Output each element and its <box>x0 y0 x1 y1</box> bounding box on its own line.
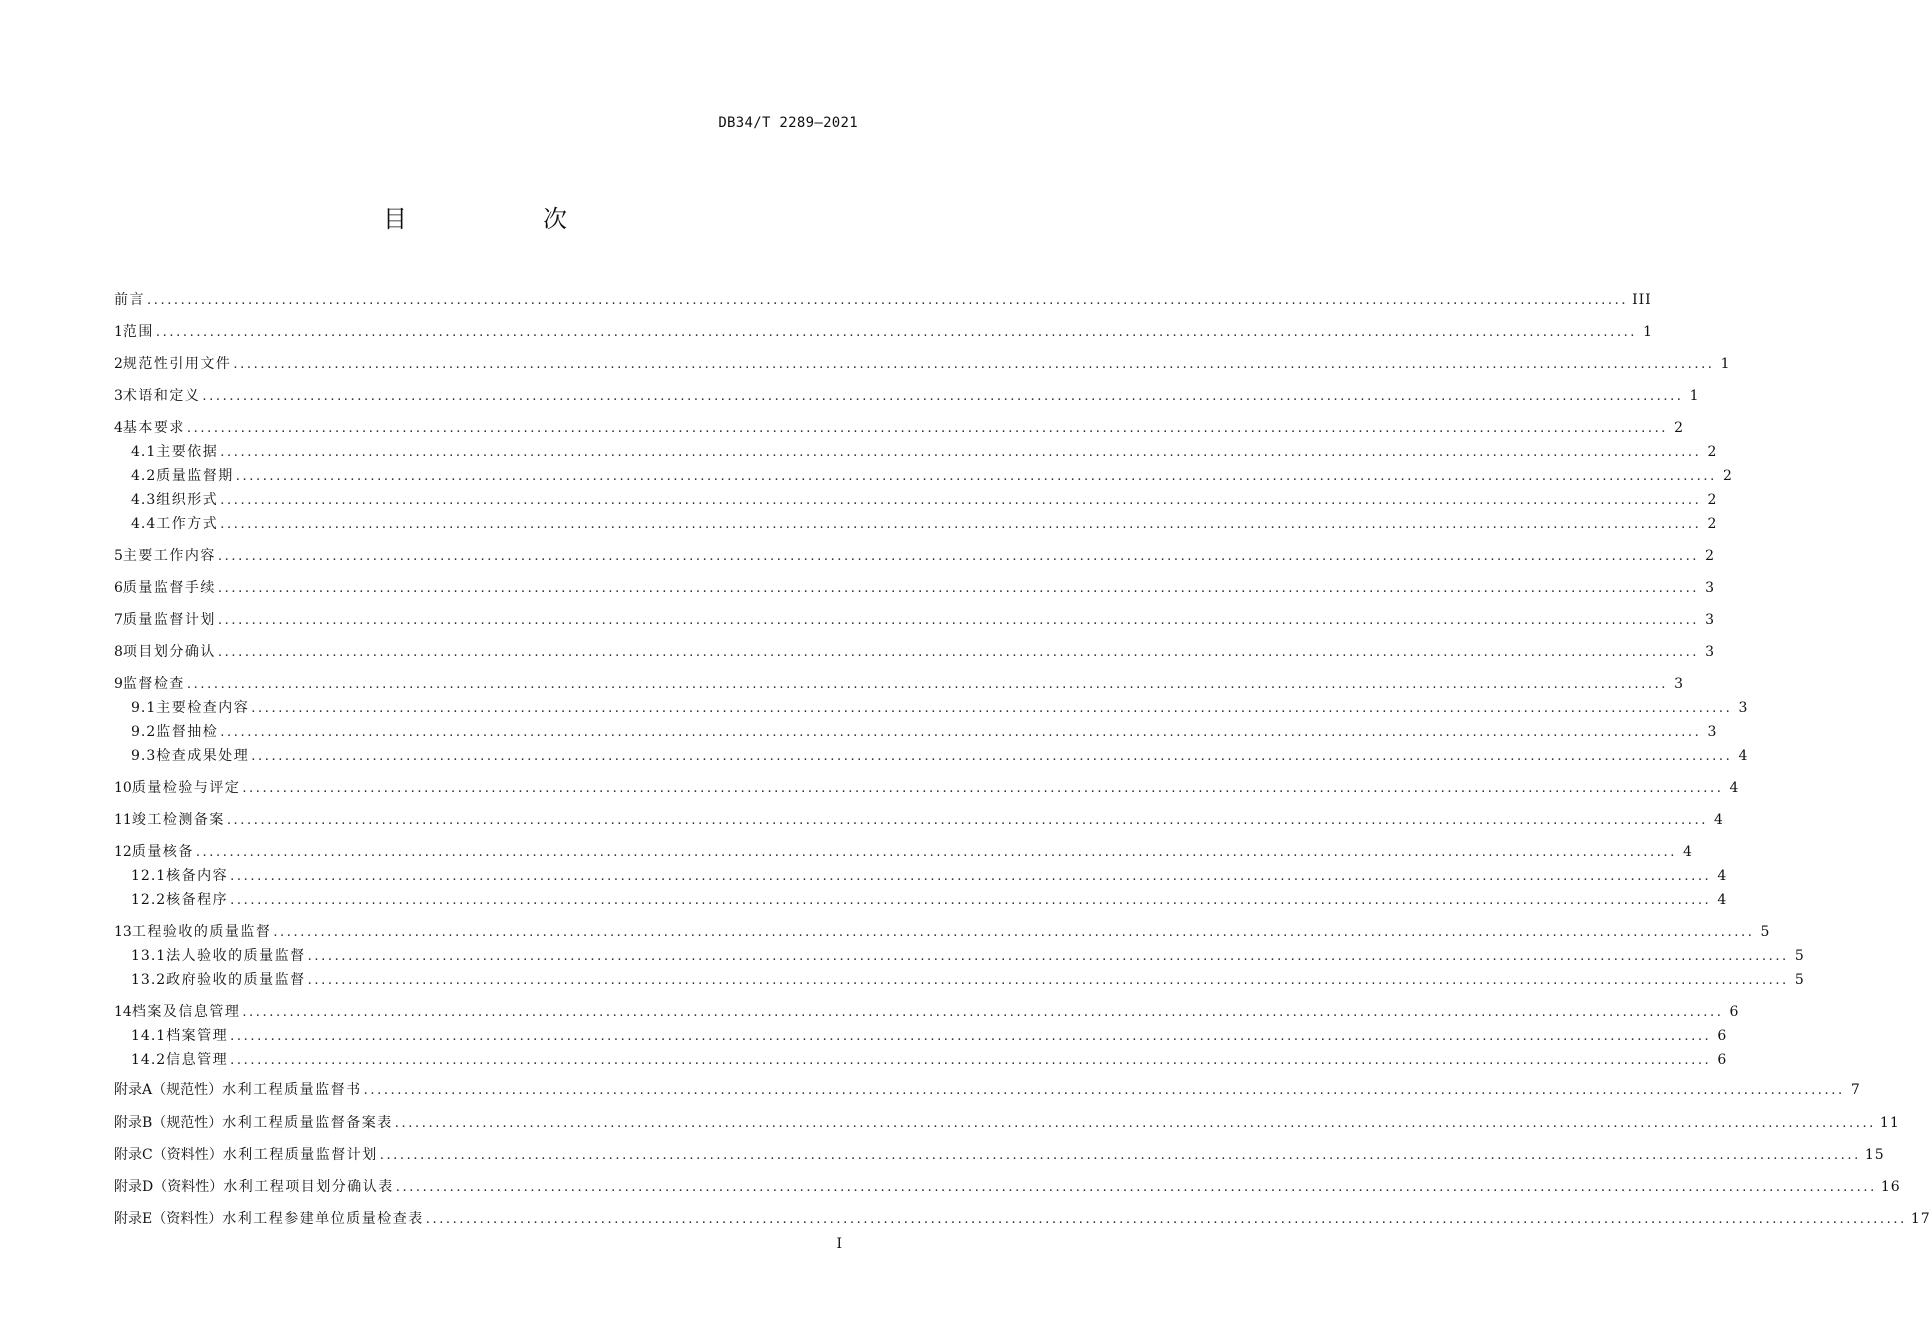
toc-entry-number: 9.3 <box>131 748 157 764</box>
toc-entry[interactable] <box>114 810 1724 830</box>
toc-dot-leader: ............................................................................................................................................................................................................................ <box>186 421 1669 436</box>
toc-dot-leader: ............................................................................................................................................................................................................................ <box>242 1005 1724 1020</box>
toc-entry-number: 12.2 <box>131 892 167 908</box>
toc-dot-leader: ............................................................................................................................................................................................................................ <box>230 893 1712 908</box>
toc-entry-title: 基本要求 <box>122 420 185 436</box>
toc-entry[interactable] <box>131 746 1749 766</box>
toc-entry-title: 信息管理 <box>166 1052 229 1068</box>
toc-entry-number: 9.2 <box>131 724 157 740</box>
toc-entry[interactable] <box>114 546 1716 566</box>
toc-entry[interactable] <box>114 922 1771 942</box>
toc-dot-leader: ............................................................................................................................................................................................................................ <box>230 1029 1712 1044</box>
toc-entry[interactable] <box>131 490 1718 510</box>
toc-dot-leader: ............................................................................................................................................................................................................................ <box>233 357 1715 372</box>
page-number: I <box>836 1236 842 1252</box>
toc-dot-leader: ............................................................................................................................................................................................................................ <box>195 845 1677 860</box>
toc-entry[interactable] <box>114 610 1716 630</box>
toc-entry-title: 水利工程项目划分确认表 <box>223 1179 394 1195</box>
toc-dot-leader: ............................................................................................................................................................................................................................ <box>217 549 1700 564</box>
toc-entry-number: 4.3 <box>131 492 157 508</box>
toc-entry-title: 规范性引用文件 <box>122 356 232 372</box>
toc-dot-leader: ............................................................................................................................................................................................................................ <box>307 949 1789 964</box>
toc-entry[interactable] <box>131 970 1805 990</box>
toc-entry[interactable] <box>131 442 1718 462</box>
toc-dot-leader: ............................................................................................................................................................................................................................ <box>217 645 1700 660</box>
toc-entry-title: 质量监督手续 <box>122 580 216 596</box>
toc-entry-title: 水利工程质量监督书 <box>222 1082 362 1098</box>
toc-entry-title: 竣工检测备案 <box>131 812 225 828</box>
toc-dot-leader: ............................................................................................................................................................................................................................ <box>155 325 1638 340</box>
toc-entry-number: 9 <box>114 676 123 692</box>
toc-entry-title: 主要依据 <box>156 444 219 460</box>
toc-entry-number: 9.1 <box>131 700 157 716</box>
toc-dot-leader: ............................................................................................................................................................................................................................ <box>220 493 1702 508</box>
toc-entry-title: 工作方式 <box>156 516 219 532</box>
toc-entry-page: 4 <box>1717 868 1728 884</box>
toc-entry-number: 14 <box>114 1004 132 1020</box>
toc-entry[interactable] <box>114 578 1716 598</box>
toc-entry-number: 14.1 <box>131 1028 167 1044</box>
toc-entry-title: 主要检查内容 <box>156 700 250 716</box>
toc-entry[interactable] <box>114 322 1654 342</box>
toc-entry-number: 4 <box>114 420 123 436</box>
toc-dot-leader: ............................................................................................................................................................................................................................ <box>202 389 1684 404</box>
toc-entry-number: 5 <box>114 548 123 564</box>
toc-entry-page: 17 <box>1910 1211 1931 1227</box>
toc-entry-page: 1 <box>1643 324 1654 340</box>
toc-entry-title: 水利工程质量监督计划 <box>222 1147 378 1163</box>
toc-dot-leader: ............................................................................................................................................................................................................................ <box>220 725 1702 740</box>
toc-entry-number: 8 <box>114 644 123 660</box>
toc-entry-title: 监督抽检 <box>156 724 219 740</box>
toc-entry-page: 3 <box>1705 612 1716 628</box>
toc-entry-page: 6 <box>1717 1052 1728 1068</box>
toc-entry-number: 附录C（资料性） <box>114 1147 223 1163</box>
toc-entry-title: 范围 <box>122 324 154 340</box>
toc-entry-title: 项目划分确认 <box>122 644 216 660</box>
toc-entry-page: 2 <box>1707 492 1718 508</box>
toc-entry[interactable] <box>114 418 1685 438</box>
toc-entry-number: 7 <box>114 612 123 628</box>
toc-dot-leader: ............................................................................................................................................................................................................................ <box>235 469 1717 484</box>
toc-entry-page: 4 <box>1717 892 1728 908</box>
toc-entry-title: 政府验收的质量监督 <box>166 972 306 988</box>
toc-dot-leader: ............................................................................................................................................................................................................................ <box>186 677 1669 692</box>
toc-entry-title: 质量监督计划 <box>122 612 216 628</box>
toc-dot-leader: ............................................................................................................................................................................................................................ <box>251 749 1733 764</box>
toc-entry-page: 2 <box>1707 444 1718 460</box>
toc-entry[interactable] <box>114 1209 1931 1229</box>
toc-entry[interactable] <box>114 778 1740 798</box>
toc-entry-title: 质量监督期 <box>156 468 234 484</box>
toc-entry-title: 核备内容 <box>166 868 229 884</box>
toc-entry-title: 档案及信息管理 <box>131 1004 241 1020</box>
page-title: 目 次 <box>383 205 623 233</box>
toc-dot-leader: ............................................................................................................................................................................................................................ <box>230 869 1712 884</box>
toc-entry[interactable] <box>131 866 1728 886</box>
toc-entry[interactable] <box>131 890 1728 910</box>
toc-entry-number: 附录B（规范性） <box>114 1115 223 1131</box>
toc-entry[interactable] <box>114 1145 1885 1165</box>
toc-entry[interactable] <box>114 1177 1901 1197</box>
toc-entry-page: 2 <box>1705 548 1716 564</box>
toc-dot-leader: ............................................................................................................................................................................................................................ <box>363 1083 1845 1098</box>
toc-entry-page: 11 <box>1879 1115 1900 1131</box>
standard-code: DB34/T 2289—2021 <box>718 115 858 131</box>
toc-entry-number: 附录D（资料性） <box>114 1179 224 1195</box>
toc-entry-page: 6 <box>1729 1004 1740 1020</box>
toc-entry-title: 档案管理 <box>166 1028 229 1044</box>
toc-entry-page: 7 <box>1850 1082 1861 1098</box>
toc-entry-number: 1 <box>114 324 123 340</box>
toc-entry-number: 6 <box>114 580 123 596</box>
toc-entry[interactable] <box>114 1113 1900 1133</box>
toc-entry[interactable] <box>114 1080 1861 1100</box>
toc-entry[interactable] <box>131 1026 1728 1046</box>
toc-entry[interactable] <box>114 1002 1740 1022</box>
toc-entry-number: 13 <box>114 924 132 940</box>
toc-entry[interactable] <box>131 466 1733 486</box>
toc-entry-page: 5 <box>1760 924 1771 940</box>
toc-entry[interactable] <box>114 290 1652 310</box>
toc-entry-number: 12.1 <box>131 868 167 884</box>
toc-entry[interactable] <box>114 842 1693 862</box>
toc-dot-leader: ............................................................................................................................................................................................................................ <box>242 781 1724 796</box>
toc-entry-title: 质量核备 <box>131 844 194 860</box>
toc-entry-number: 附录A（规范性） <box>114 1082 223 1098</box>
toc-dot-leader: ............................................................................................................................................................................................................................ <box>307 973 1789 988</box>
toc-entry-number: 4.1 <box>131 444 157 460</box>
toc-entry-page: 3 <box>1738 700 1749 716</box>
toc-entry-page: 6 <box>1717 1028 1728 1044</box>
toc-entry-title: 质量检验与评定 <box>131 780 241 796</box>
toc-entry-number: 附录E（资料性） <box>114 1211 223 1227</box>
toc-entry-page: 4 <box>1738 748 1749 764</box>
toc-entry-title: 核备程序 <box>166 892 229 908</box>
toc-entry[interactable] <box>114 386 1700 406</box>
toc-dot-leader: ............................................................................................................................................................................................................................ <box>220 517 1702 532</box>
toc-entry-number: 4.4 <box>131 516 157 532</box>
toc-entry[interactable] <box>131 698 1749 718</box>
toc-entry[interactable] <box>131 946 1805 966</box>
toc-dot-leader: ............................................................................................................................................................................................................................ <box>220 445 1702 460</box>
toc-entry-page: 16 <box>1880 1179 1901 1195</box>
toc-entry-page: 15 <box>1864 1147 1885 1163</box>
toc-entry-number: 12 <box>114 844 132 860</box>
toc-entry-page: 2 <box>1674 420 1685 436</box>
toc-entry-page: III <box>1632 292 1652 308</box>
toc-entry-title: 术语和定义 <box>122 388 201 404</box>
toc-dot-leader: ............................................................................................................................................................................................................................ <box>425 1212 1907 1227</box>
toc-dot-leader: ............................................................................................................................................................................................................................ <box>217 581 1700 596</box>
toc-entry-title: 主要工作内容 <box>122 548 216 564</box>
toc-entry-number: 13.2 <box>131 972 167 988</box>
toc-entry-page: 2 <box>1722 468 1733 484</box>
toc-dot-leader: ............................................................................................................................................................................................................................ <box>379 1148 1861 1163</box>
toc-entry-title: 法人验收的质量监督 <box>166 948 306 964</box>
toc-entry-page: 1 <box>1689 388 1700 404</box>
toc-entry-title: 水利工程质量监督备案表 <box>222 1115 393 1131</box>
toc-entry[interactable] <box>114 674 1685 694</box>
toc-entry[interactable] <box>131 722 1718 742</box>
toc-entry-title: 检查成果处理 <box>156 748 250 764</box>
toc-entry-number: 14.2 <box>131 1052 167 1068</box>
toc-entry-title: 水利工程参建单位质量检查表 <box>222 1211 424 1227</box>
toc-entry-page: 3 <box>1705 580 1716 596</box>
toc-dot-leader: ............................................................................................................................................................................................................................ <box>226 813 1708 828</box>
toc-entry[interactable] <box>131 514 1718 534</box>
toc-entry-page: 4 <box>1714 812 1724 828</box>
toc-entry-page: 1 <box>1720 356 1731 372</box>
toc-entry-page: 3 <box>1674 676 1685 692</box>
toc-dot-leader: ............................................................................................................................................................................................................................ <box>395 1180 1877 1195</box>
toc-entry-title: 工程验收的质量监督 <box>131 924 272 940</box>
toc-entry-number: 3 <box>114 388 123 404</box>
toc-entry-title: 组织形式 <box>156 492 219 508</box>
toc-dot-leader: ............................................................................................................................................................................................................................ <box>217 613 1700 628</box>
toc-dot-leader: ............................................................................................................................................................................................................................ <box>394 1116 1876 1131</box>
toc-entry-title: 前言 <box>114 292 145 308</box>
toc-dot-leader: ............................................................................................................................................................................................................................ <box>230 1053 1712 1068</box>
toc-entry-number: 13.1 <box>131 948 167 964</box>
toc-dot-leader: ............................................................................................................................................................................................................................ <box>273 925 1755 940</box>
toc-entry[interactable] <box>114 354 1731 374</box>
toc-entry-number: 10 <box>114 780 132 796</box>
toc-entry-page: 2 <box>1707 516 1718 532</box>
toc-entry-page: 3 <box>1707 724 1718 740</box>
toc-entry-number: 11 <box>114 812 132 828</box>
toc-dot-leader: ............................................................................................................................................................................................................................ <box>147 293 1629 308</box>
toc-entry-page: 3 <box>1705 644 1716 660</box>
toc-dot-leader: ............................................................................................................................................................................................................................ <box>251 701 1733 716</box>
toc-entry[interactable] <box>114 642 1716 662</box>
toc-entry-number: 4.2 <box>131 468 157 484</box>
toc-entry-page: 4 <box>1729 780 1740 796</box>
toc-entry[interactable] <box>131 1050 1728 1070</box>
toc-entry-page: 5 <box>1794 948 1805 964</box>
toc-entry-title: 监督检查 <box>122 676 185 692</box>
toc-entry-number: 2 <box>114 356 123 372</box>
toc-entry-page: 5 <box>1794 972 1805 988</box>
toc-entry-page: 4 <box>1683 844 1693 860</box>
